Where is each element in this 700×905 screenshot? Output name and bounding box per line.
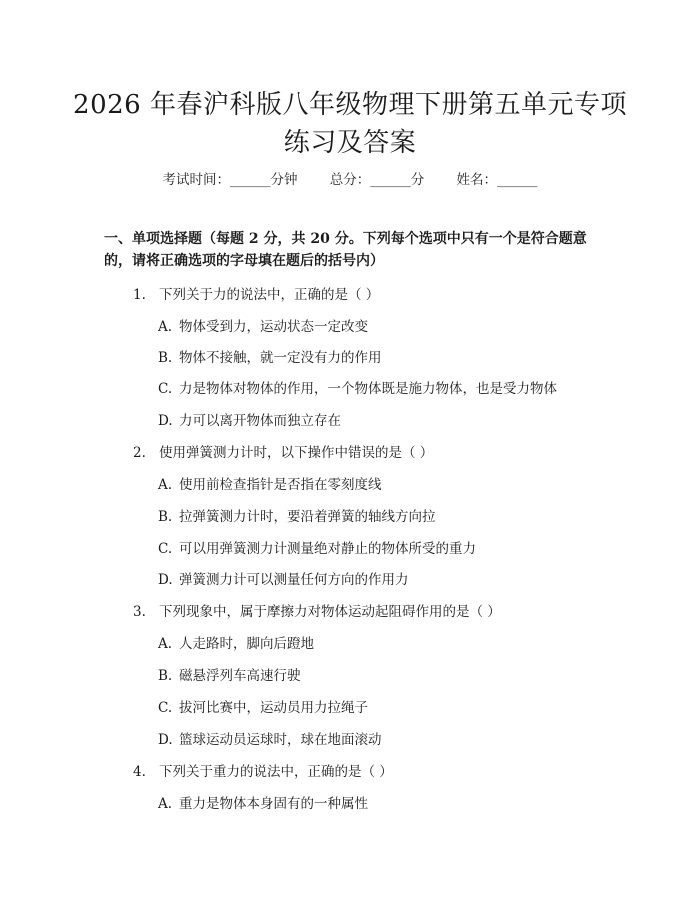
- student-name-field: 姓名：______: [456, 172, 538, 188]
- option-2b: [158, 505, 436, 525]
- question-4: [133, 760, 393, 780]
- option-letter: D.: [158, 413, 173, 429]
- option-text: 篮球运动员运球时，球在地面滚动: [179, 732, 382, 748]
- question-3: [133, 600, 501, 620]
- option-letter: A.: [158, 319, 173, 335]
- section-heading: 一、单项选择题（每题 2 分，共 20 分。下列每个选项中只有一个是符合题意的，请将正确选项的字母填在题后的括号内）: [104, 231, 587, 269]
- option-text: 物体不接触，就一定没有力的作用: [179, 350, 382, 366]
- option-text: 拔河比赛中，运动员用力拉绳子: [179, 700, 368, 716]
- page-title: 2026 年春沪科版八年级物理下册第五单元专项练习及答案: [73, 90, 627, 158]
- option-text: 人走路时，脚向后蹬地: [179, 636, 314, 652]
- option-letter: C.: [158, 541, 173, 557]
- option-2a: [158, 473, 382, 493]
- option-3d: [158, 728, 382, 748]
- option-letter: D.: [158, 572, 173, 588]
- question-text: 下列关于力的说法中，正确的是（ ）: [159, 287, 380, 303]
- option-letter: A.: [158, 796, 173, 812]
- option-1d: [158, 409, 341, 429]
- option-text: 力是物体对物体的作用，一个物体既是施力物体，也是受力物体: [179, 381, 557, 397]
- question-2: [133, 441, 433, 461]
- option-text: 物体受到力，运动状态一定改变: [179, 319, 368, 335]
- option-3c: [158, 696, 368, 716]
- option-3a: [158, 632, 314, 652]
- option-text: 弹簧测力计可以测量任何方向的作用力: [179, 572, 409, 588]
- question-number: 1.: [133, 287, 146, 303]
- option-letter: D.: [158, 732, 173, 748]
- question-number: 2.: [133, 445, 146, 461]
- option-text: 使用前检查指针是否指在零刻度线: [179, 477, 382, 493]
- option-letter: B.: [158, 668, 173, 684]
- option-1a: [158, 315, 368, 335]
- exam-time-field: 考试时间：______分钟: [162, 172, 298, 188]
- question-1: [133, 283, 379, 303]
- option-text: 磁悬浮列车高速行驶: [179, 668, 301, 684]
- option-text: 力可以离开物体而独立存在: [179, 413, 341, 429]
- option-letter: A.: [158, 477, 173, 493]
- option-letter: B.: [158, 350, 173, 366]
- option-2c: [158, 537, 476, 557]
- exam-info-line: [0, 168, 700, 188]
- option-2d: [158, 568, 409, 588]
- option-letter: B.: [158, 509, 173, 525]
- option-4a: [158, 792, 368, 812]
- question-text: 下列关于重力的说法中，正确的是（ ）: [159, 764, 393, 780]
- question-number: 3.: [133, 604, 146, 620]
- option-letter: C.: [158, 381, 173, 397]
- option-letter: C.: [158, 700, 173, 716]
- option-letter: A.: [158, 636, 173, 652]
- option-text: 拉弹簧测力计时，要沿着弹簧的轴线方向拉: [179, 509, 436, 525]
- option-1c: [158, 377, 557, 397]
- total-score-field: 总分：______分: [329, 172, 425, 188]
- question-number: 4.: [133, 764, 146, 780]
- option-text: 重力是物体本身固有的一种属性: [179, 796, 368, 812]
- option-3b: [158, 664, 301, 684]
- option-1b: [158, 346, 382, 366]
- question-text: 使用弹簧测力计时，以下操作中错误的是（ ）: [159, 445, 434, 461]
- option-text: 可以用弹簧测力计测量绝对静止的物体所受的重力: [179, 541, 476, 557]
- question-text: 下列现象中，属于摩擦力对物体运动起阻碍作用的是（ ）: [159, 604, 501, 620]
